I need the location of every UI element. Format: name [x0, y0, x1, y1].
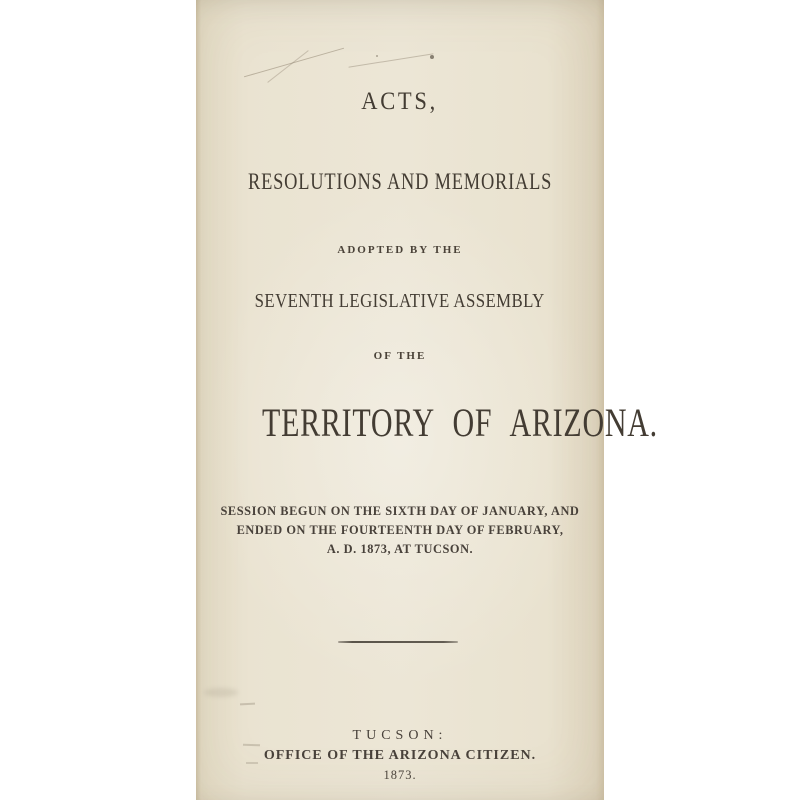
session-note-line-2 — [196, 522, 604, 538]
subtitle-of-the — [196, 350, 604, 362]
imprint-year — [196, 768, 604, 783]
ink-speck — [430, 55, 434, 59]
ink-speck — [376, 55, 378, 57]
title-territory-text: TERRITORY OF ARIZONA. — [261, 400, 658, 445]
session-note-line-2-text: ENDED ON THE FOURTEENTH DAY OF FEBRUARY, — [236, 522, 564, 537]
imprint-publisher-text: OFFICE OF THE ARIZONA CITIZEN. — [263, 748, 537, 763]
imprint-publisher — [196, 748, 604, 764]
imprint-city-text: TUCSON: — [352, 728, 448, 743]
margin-mark — [243, 744, 260, 747]
title-resolutions-text: RESOLUTIONS AND MEMORIALS — [247, 169, 553, 194]
scratch-mark — [244, 48, 344, 78]
subtitle-adopted-text: ADOPTED BY THE — [337, 244, 463, 256]
title-assembly-text: SEVENTH LEGISLATIVE ASSEMBLY — [254, 290, 546, 312]
session-note-line-1 — [196, 503, 604, 519]
margin-mark — [240, 703, 255, 706]
separator-rule — [338, 641, 458, 643]
title-acts — [196, 88, 604, 116]
session-note-line-3-text: A. D. 1873, AT TUCSON. — [326, 541, 474, 556]
imprint-city — [196, 728, 604, 744]
paper-smudge — [204, 688, 238, 697]
title-territory-of-arizona — [196, 399, 658, 446]
imprint-year-text: 1873. — [383, 768, 417, 782]
book-title-page — [196, 0, 658, 800]
title-acts-text: ACTS, — [361, 88, 439, 115]
session-note-line-3 — [196, 541, 604, 557]
title-resolutions-and-memorials — [196, 169, 604, 195]
subtitle-adopted-by-the — [196, 244, 604, 256]
scratch-mark — [267, 50, 309, 83]
title-seventh-legislative-assembly — [196, 290, 604, 313]
session-note-line-1-text: SESSION BEGUN ON THE SIXTH DAY OF JANUARY, AND — [220, 503, 580, 518]
subtitle-of-the-text: OF THE — [373, 350, 427, 362]
scratch-mark — [348, 53, 433, 67]
